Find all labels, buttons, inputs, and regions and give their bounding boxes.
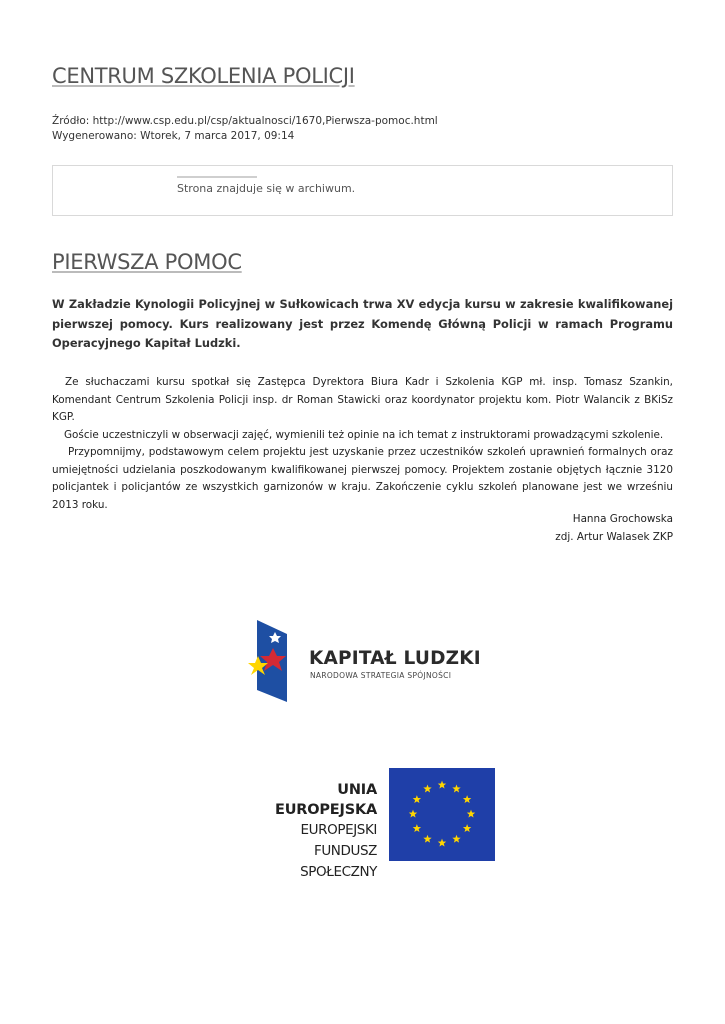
photo-credit: zdj. Artur Walasek ZKP <box>555 531 673 543</box>
eu-star-icon <box>438 839 446 847</box>
archive-notice-box <box>52 165 673 216</box>
paragraph: Przypomnijmy, podstawowym celem projektu jest uzyskanie przez uczestników szkoleń uprawnień formalnych oraz umiejętności udzielania poszkodowanym kwalifikowanej pierwszej pomocy. Projektem zostanie objętych łącznie 3120 policjantek i policjantów ze wszystkich garnizonów w kraju. Zakończenie cyklu szkoleń planowane jest we wrześniu 2013 roku. <box>52 446 673 511</box>
eu-star-icon <box>413 795 421 803</box>
generated-date: Wygenerowano: Wtorek, 7 marca 2017, 09:14 <box>52 130 295 142</box>
article-signature <box>555 510 673 546</box>
article-title: PIERWSZA POMOC <box>52 250 242 274</box>
eu-star-icon <box>409 810 417 818</box>
site-title: CENTRUM SZKOLENIA POLICJI <box>52 64 355 88</box>
article-body <box>52 374 673 514</box>
eu-line-1: UNIA EUROPEJSKA <box>275 782 377 818</box>
kapital-ludzki-emblem-icon <box>243 618 303 704</box>
eu-fund-logo-text <box>237 780 377 883</box>
article-lead: W Zakładzie Kynologii Policyjnej w Sułkowicach trwa XV edycja kursu w zakresie kwalifikowanej pierwszej pomocy. Kurs realizowany jest przez Komendę Główną Policji w ramach Programu Operacyjnego Kapitał Ludzki. <box>52 297 673 350</box>
paragraph: Ze słuchaczami kursu spotkał się Zastępca Dyrektora Biura Kadr i Szkolenia KGP mł. insp. Tomasz Szankin, Komendant Centrum Szkolenia Policji insp. dr Roman Stawicki oraz koordynator projektu kom. Piotr Walancik z BKiSz KGP. <box>52 376 673 423</box>
archive-divider <box>177 176 257 178</box>
eu-star-icon <box>467 810 475 818</box>
archive-notice: Strona znajduje się w archiwum. <box>177 182 356 195</box>
author-name: Hanna Grochowska <box>572 513 673 525</box>
kapital-ludzki-subtitle: NARODOWA STRATEGIA SPÓJNOŚCI <box>310 671 452 680</box>
document-meta <box>52 114 438 144</box>
eu-star-icon <box>423 784 431 792</box>
eu-line-3: FUNDUSZ SPOŁECZNY <box>300 843 377 880</box>
kapital-ludzki-logo <box>243 618 503 704</box>
eu-star-icon <box>438 781 446 789</box>
source-url: Źródło: http://www.csp.edu.pl/csp/aktualnosci/1670,Pierwsza-pomoc.html <box>52 115 438 127</box>
eu-star-icon <box>452 835 460 843</box>
eu-star-icon <box>413 824 421 832</box>
eu-stars-icon <box>389 768 495 861</box>
eu-star-icon <box>452 784 460 792</box>
eu-line-2: EUROPEJSKI <box>300 822 377 838</box>
paragraph: Goście uczestniczyli w obserwacji zajęć, wymienili też opinie na ich temat z instruktorami prowadzącymi szkolenie. <box>64 428 664 441</box>
eu-star-icon <box>463 824 471 832</box>
kapital-ludzki-name: KAPITAŁ LUDZKI <box>309 648 481 669</box>
eu-star-icon <box>423 835 431 843</box>
eu-flag-icon <box>389 768 495 861</box>
eu-star-icon <box>463 795 471 803</box>
